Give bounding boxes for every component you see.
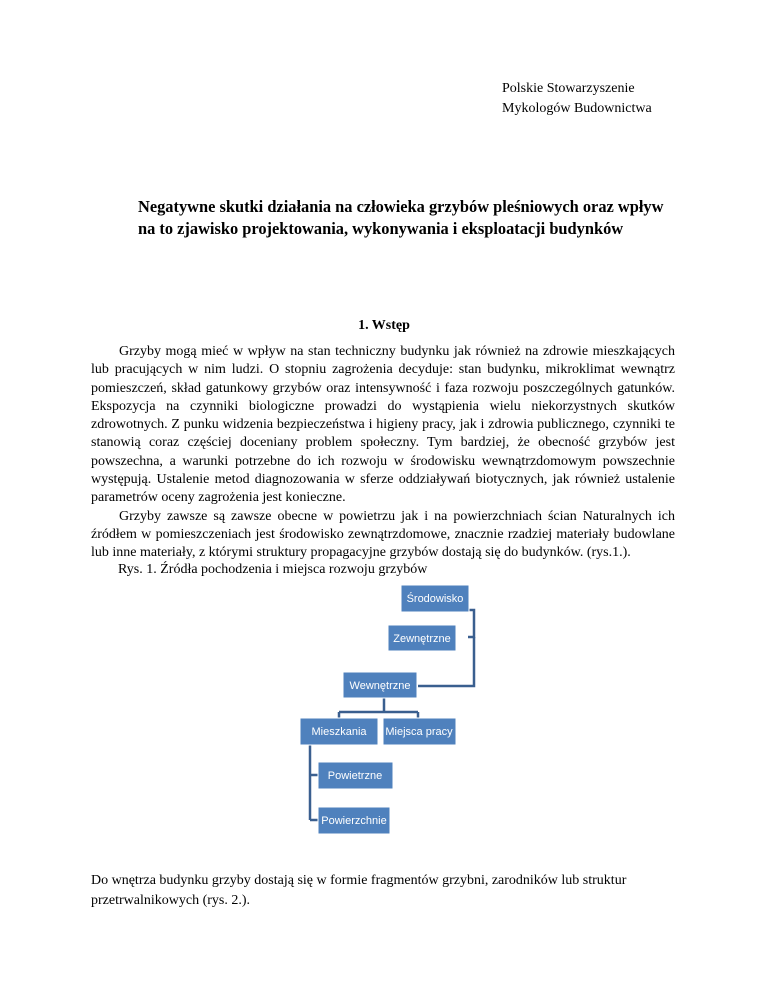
paragraph-1: Grzyby mogą mieć w wpływ na stan techniczny budynku jak również na zdrowie mieszkających lub pracujących w nim ludzi. O stopniu zagrożenia decyduje: stan budynku, mikroklimat wewnątrz pomieszczeń, skład gatunkowy grzybów oraz intensywność i faza rozwoju poszczególnych gatunków. Ekspozycja na czynniki biologiczne prowadzi do wystąpienia wielu niekorzystnych skutków zdrowotnych. Z punku widzenia bezpieczeństwa i higieny pracy, jak i zdrowia publicznego, czynniki te stanowią coraz częściej doceniany problem społeczny. Tym bardziej, że obecność grzybów jest powszechna, a warunki potrzebne do ich rozwoju w środowisku wewnątrzdomowym powszechnie występują. Ustalenie metod diagnozowania w sferze oddziaływań biotycznych, jak również ustalenie parametrów oceny zagrożenia jest konieczne. <box>91 344 675 506</box>
node-powierzchnie <box>318 807 390 834</box>
document-title: Negatywne skutki działania na człowieka grzybów pleśniowych oraz wpływ na to zjawisko projektowania, wykonywania i eksploatacji budynków <box>138 197 664 238</box>
connector-wewnetrzne-children <box>339 698 418 718</box>
organization-line-2: Mykologów Budownictwa <box>502 101 652 116</box>
closing-paragraph: Do wnętrza budynku grzyby dostają się w formie fragmentów grzybni, zarodników lub struktur przetrwalnikowych (rys. 2.). <box>91 873 627 908</box>
figure-caption: Rys. 1. Źródła pochodzenia i miejsca rozwoju grzybów <box>118 562 428 577</box>
node-powietrzne-label: Powietrzne <box>327 770 383 782</box>
connector-mieszkania-children <box>310 745 318 820</box>
node-mieszkania-label: Mieszkania <box>311 726 367 738</box>
node-powietrzne <box>318 762 393 789</box>
node-wewnetrzne-label: Wewnętrzne <box>349 680 411 692</box>
node-powierzchnie-label: Powierzchnie <box>321 815 387 827</box>
paragraph-2: Grzyby zawsze są zawsze obecne w powietrzu jak i na powierzchniach ścian Naturalnych ich źródłem w pomieszczeniach jest środowisko zewnątrzdomowe, znacznie rzadziej materiały budowlane lub inne materiały, z którymi struktury propagacyjne grzybów dostają się do budynków. (rys.1.). <box>91 508 675 561</box>
node-zewnetrzne <box>388 625 456 651</box>
connector-srodowisko-zewnetrzne <box>468 610 474 637</box>
organization-line-1: Polskie Stowarzyszenie <box>502 81 635 96</box>
node-srodowisko <box>401 585 469 612</box>
node-wewnetrzne <box>343 672 417 698</box>
node-mieszkania <box>300 718 378 745</box>
node-miejsca-pracy <box>383 718 456 745</box>
node-miejsca-pracy-label: Miejsca pracy <box>385 726 453 738</box>
node-zewnetrzne-label: Zewnętrzne <box>393 633 451 645</box>
section-heading: 1. Wstęp <box>358 318 410 333</box>
node-srodowisko-label: Środowisko <box>406 593 464 605</box>
